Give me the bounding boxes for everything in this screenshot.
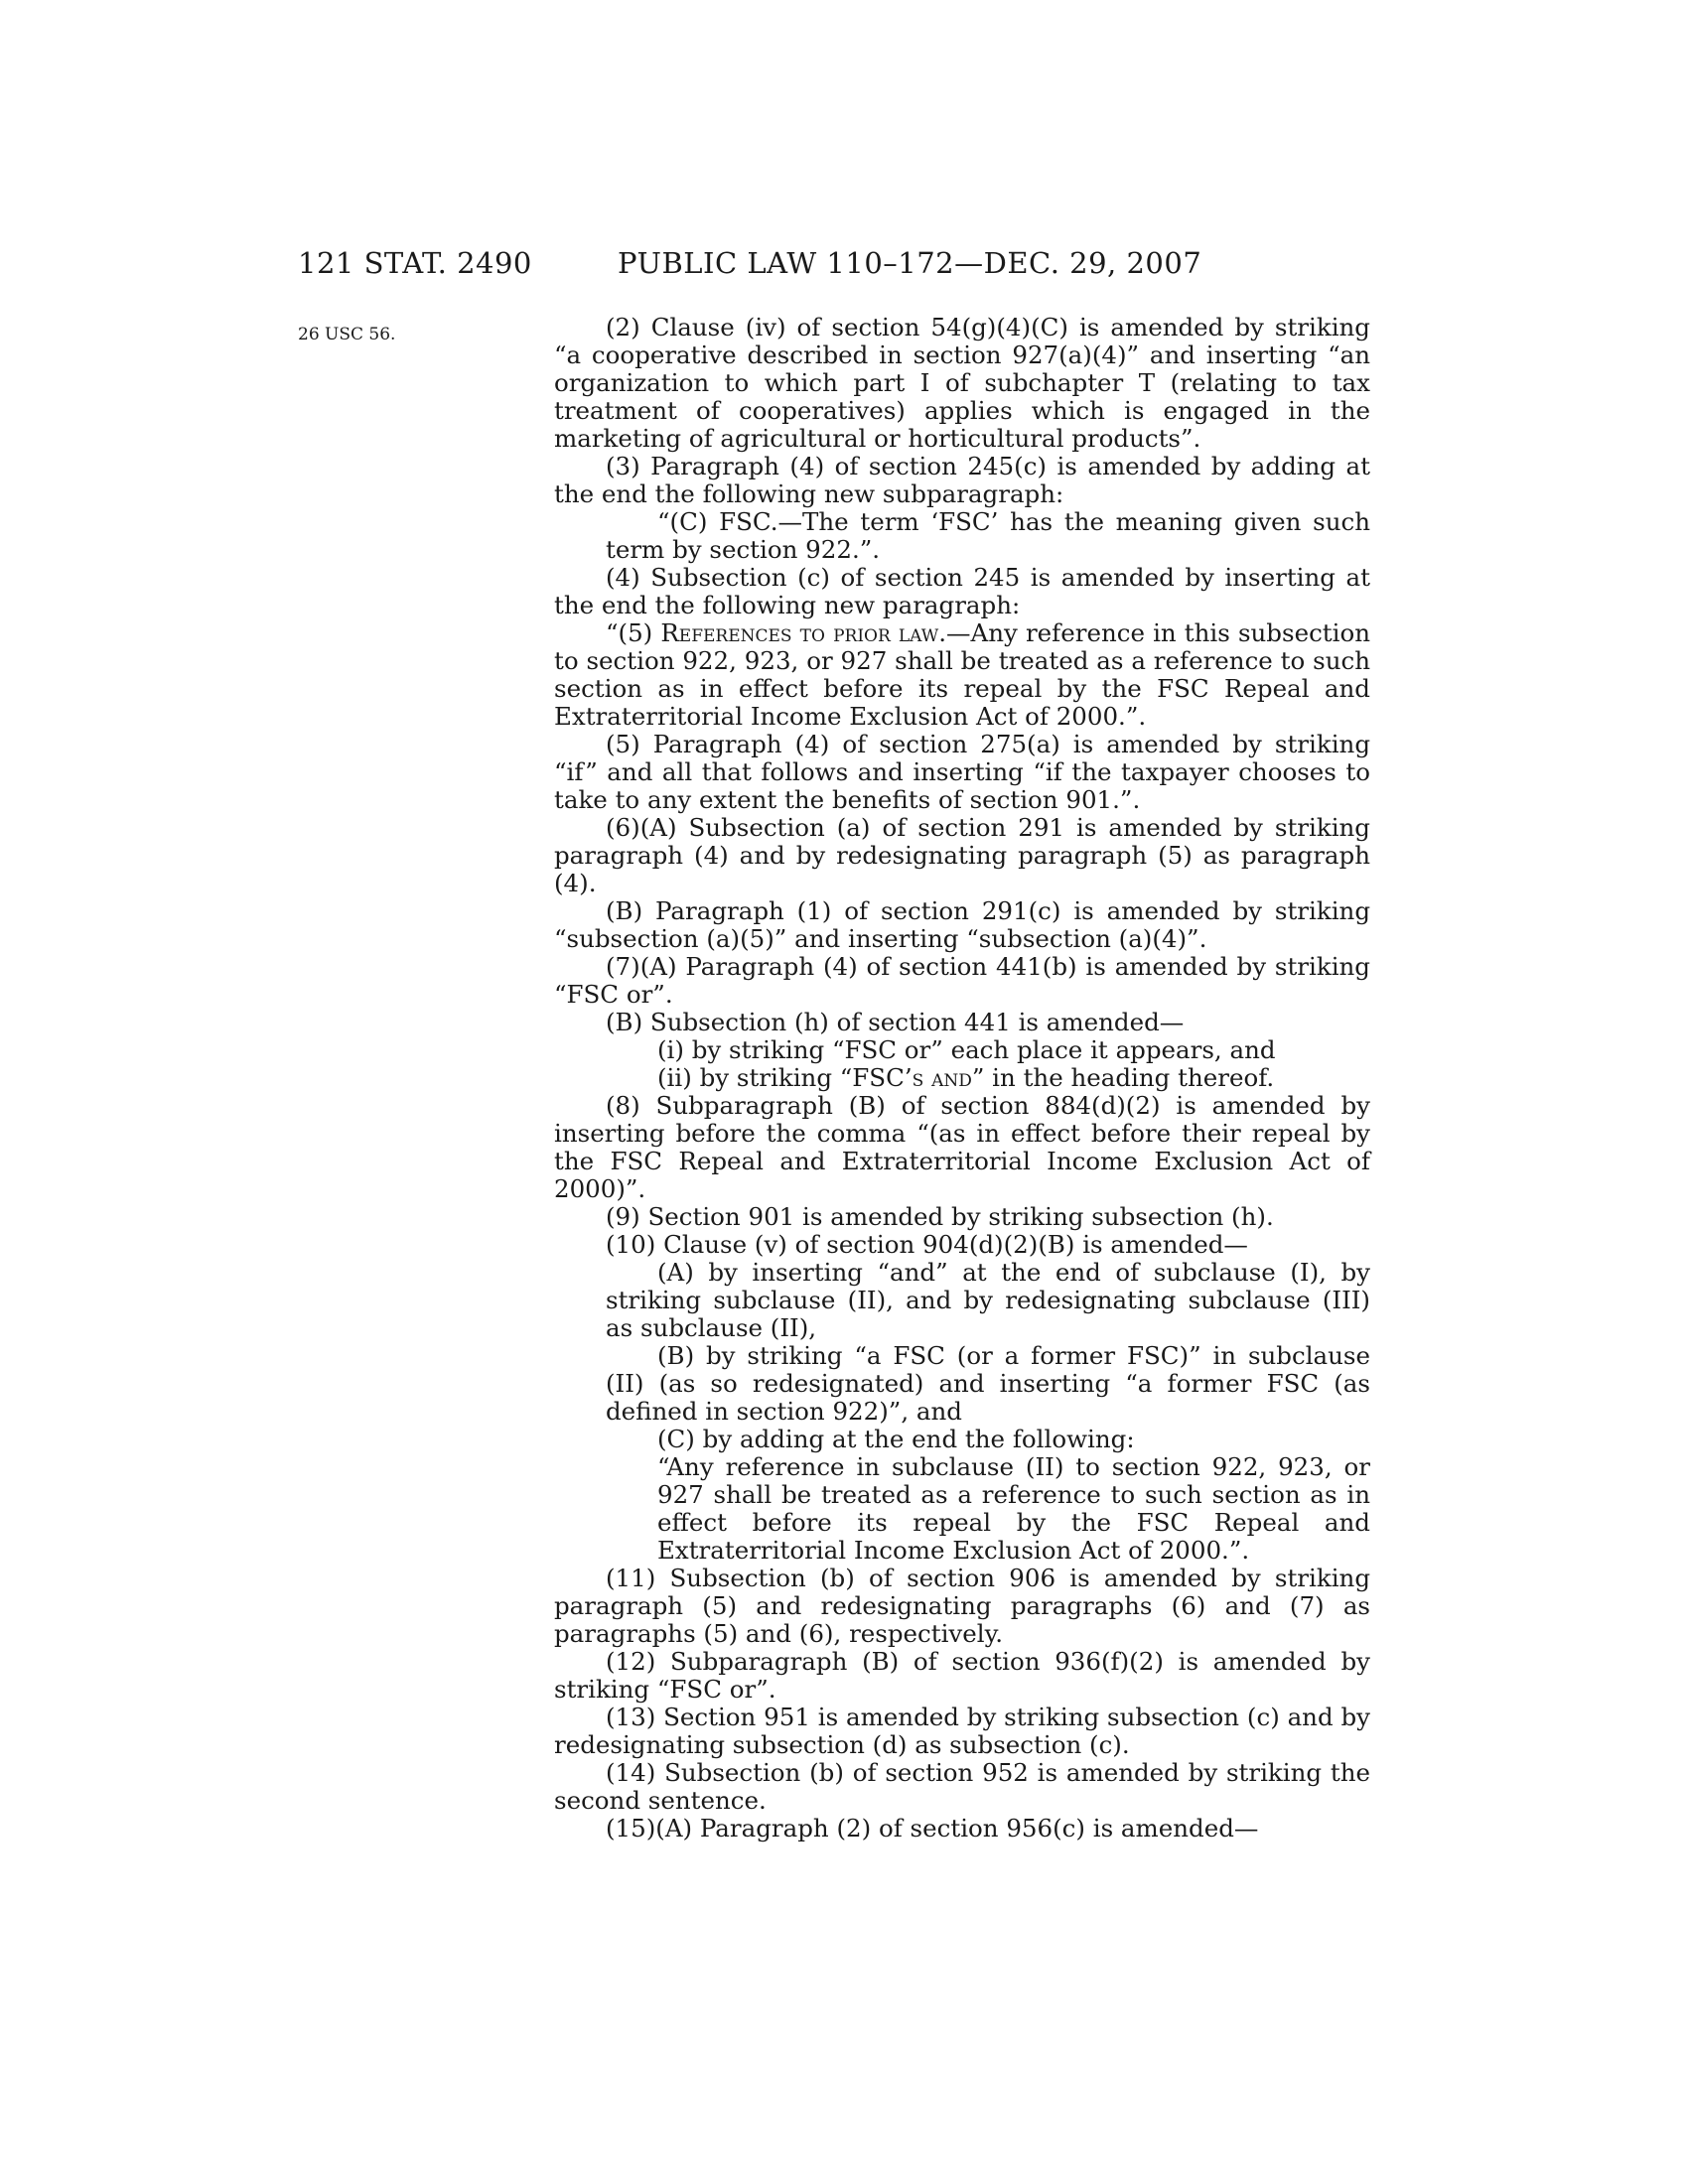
refs-rest: .—Any reference in this subsection to section 922, 923, or 927 shall be treated as a reference to such section as in effect before its repeal by the FSC Repeal and Extraterritorial Income Exclusion Act of 2000.”. bbox=[554, 618, 1370, 731]
paragraph-7a: (7)(A) Paragraph (4) of section 441(b) is amended by striking “FSC or”. bbox=[554, 952, 1370, 1009]
subparagraph-c-fsc: “(C) FSC.—The term ‘FSC’ has the meaning given such term by section 922.”. bbox=[606, 507, 1370, 564]
paragraph-9: (9) Section 901 is amended by striking subsection (h). bbox=[606, 1202, 1274, 1231]
paragraph-6b: (B) Paragraph (1) of section 291(c) is amended by striking “subsection (a)(5)” and inserting “subsection (a)(4)”. bbox=[554, 896, 1370, 953]
fsc-rest: ” in the heading thereof. bbox=[971, 1063, 1275, 1092]
paragraph-3: (3) Paragraph (4) of section 245(c) is amended by adding at the end the following new subparagraph: bbox=[554, 452, 1370, 508]
clause-7b-i: (i) by striking “FSC or” each place it appears, and bbox=[657, 1035, 1276, 1064]
paragraph-4: (4) Subsection (c) of section 245 is amended by inserting at the end the following new paragraph: bbox=[554, 563, 1370, 619]
paragraph-6a: (6)(A) Subsection (a) of section 291 is amended by striking paragraph (4) and by redesignating paragraph (5) as paragraph (4). bbox=[554, 813, 1370, 897]
paragraph-12: (12) Subparagraph (B) of section 936(f)(2) is amended by striking “FSC or”. bbox=[554, 1647, 1370, 1704]
paragraph-8: (8) Subparagraph (B) of section 884(d)(2) is amended by inserting before the comma “(as in effect before their repeal by the FSC Repeal and Extraterritorial Income Exclusion Act of 2000)”. bbox=[554, 1091, 1370, 1203]
page-header bbox=[298, 246, 1380, 294]
paragraph-7b: (B) Subsection (h) of section 441 is amended— bbox=[606, 1008, 1185, 1036]
clause-7b-ii bbox=[606, 1064, 1370, 1092]
subparagraph-10a: (A) by inserting “and” at the end of subclause (I), by striking subclause (II), and by redesignating subclause (III) as subclause (II), bbox=[606, 1258, 1370, 1342]
refs-heading: References to prior law bbox=[660, 618, 939, 647]
paragraph-15a: (15)(A) Paragraph (2) of section 956(c) is amended— bbox=[606, 1814, 1259, 1843]
quoted-text-10c: “Any reference in subclause (II) to section 922, 923, or 927 shall be treated as a reference to such section as in effect before its repeal by the FSC Repeal and Extraterritorial Income Exclusion Act of 2000.”. bbox=[657, 1452, 1370, 1565]
paragraph-10: (10) Clause (v) of section 904(d)(2)(B) is amended— bbox=[606, 1230, 1248, 1259]
paragraph-2: (2) Clause (iv) of section 54(g)(4)(C) is amended by striking “a cooperative described in section 927(a)(4)” and inserting “an organization to which part I of subchapter T (relating to tax treatment of cooperatives) applies which is engaged in the marketing of agricultural or horticultural products”. bbox=[554, 313, 1370, 453]
subparagraph-10b: (B) by striking “a FSC (or a former FSC)” in subclause (II) (as so redesignated) and inserting “a former FSC (as defined in section 922)”, and bbox=[606, 1341, 1370, 1426]
public-law-title: PUBLIC LAW 110–172—DEC. 29, 2007 bbox=[618, 246, 1202, 280]
statute-citation: 121 STAT. 2490 bbox=[298, 246, 532, 280]
fsc-heading: s and bbox=[912, 1063, 972, 1092]
paragraph-14: (14) Subsection (b) of section 952 is amended by striking the second sentence. bbox=[554, 1758, 1370, 1815]
paragraph-11: (11) Subsection (b) of section 906 is amended by striking paragraph (5) and redesignating paragraphs (6) and (7) as paragraphs (5) and (6), respectively. bbox=[554, 1564, 1370, 1648]
fsc-lead: (ii) by striking “FSC’ bbox=[657, 1063, 913, 1092]
paragraph-5-references-to-prior-law bbox=[554, 619, 1370, 731]
paragraph-13: (13) Section 951 is amended by striking subsection (c) and by redesignating subsection (d) as subsection (c). bbox=[554, 1703, 1370, 1759]
statute-body bbox=[554, 314, 1370, 1843]
paragraph-5: (5) Paragraph (4) of section 275(a) is amended by striking “if” and all that follows and inserting “if the taxpayer chooses to take to any extent the benefits of section 901.”. bbox=[554, 730, 1370, 814]
subparagraph-10c: (C) by adding at the end the following: bbox=[657, 1425, 1135, 1453]
margin-note: 26 USC 56. bbox=[298, 325, 396, 344]
refs-lead: “(5) bbox=[606, 618, 661, 647]
